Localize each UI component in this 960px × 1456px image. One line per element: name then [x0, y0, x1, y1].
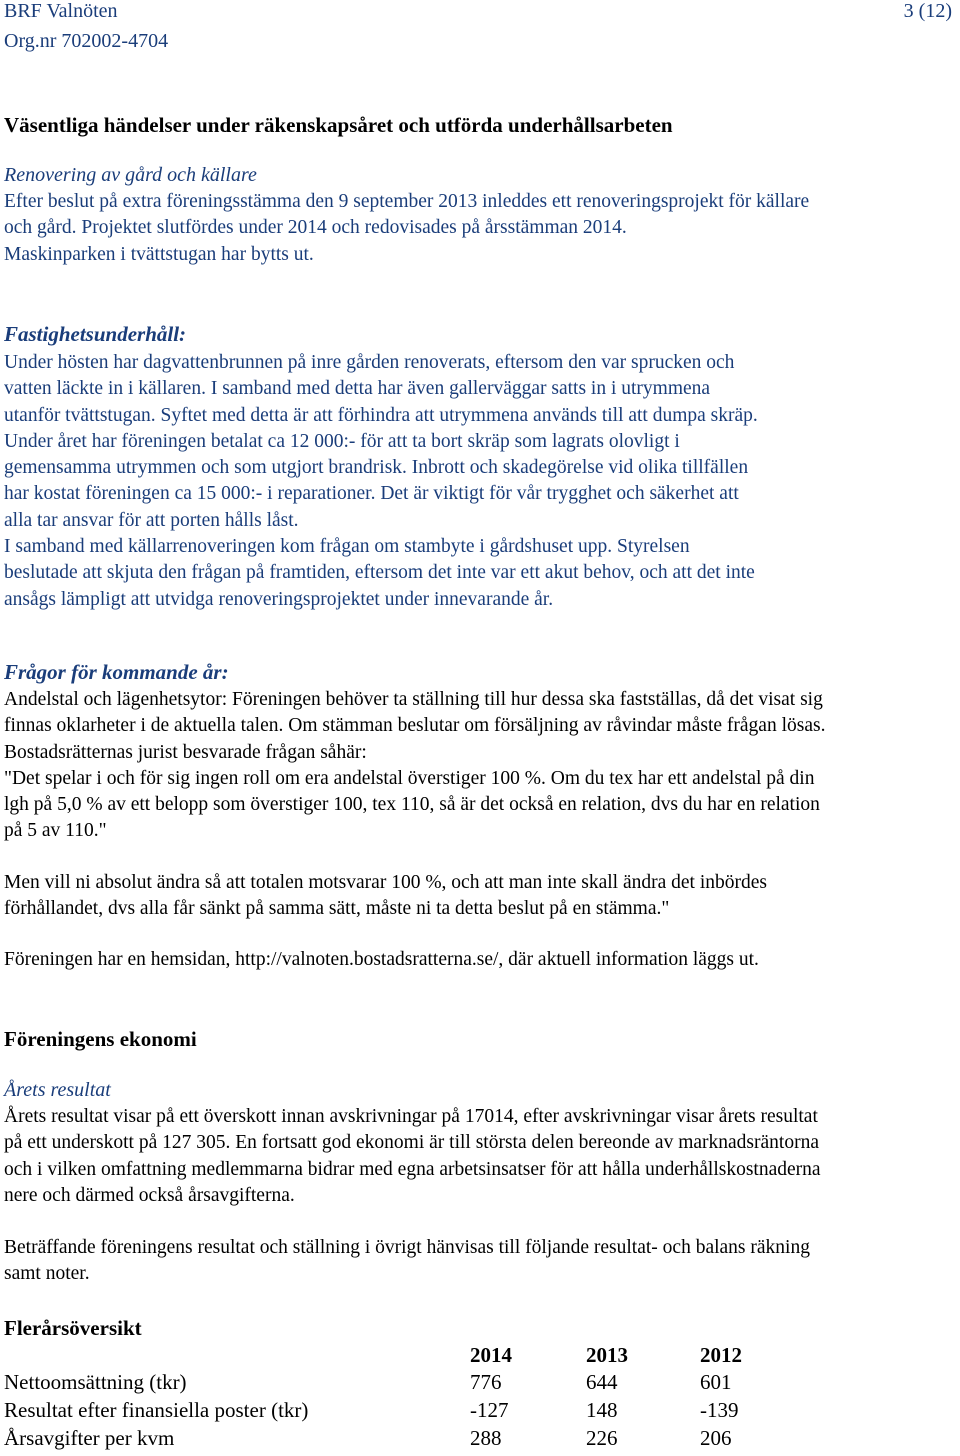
renovation-paragraph	[4, 189, 956, 268]
organization-name: BRF Valnöten	[4, 0, 118, 22]
paragraph-line: vatten läckte in i källaren. I samband med detta har även gallerväggar satts in i utrymmena	[4, 378, 711, 400]
paragraph-line: och gård. Projektet slutfördes under 2014 och redovisades på årsstämman 2014.	[4, 217, 627, 239]
paragraph-line: Bostadsrätternas jurist besvarade frågan såhär:	[4, 741, 367, 763]
table-cell: 288	[470, 1426, 502, 1450]
subsection-title-annual-result: Årets resultat	[4, 1079, 111, 1101]
paragraph-line: gemensamma utrymmen och som utgjort brandrisk. Inbrott och skadegörelse vid olika tillfällen	[4, 457, 749, 479]
subsection-title-renovation: Renovering av gård och källare	[4, 164, 257, 186]
table-row	[4, 1398, 954, 1426]
section-title-events: Väsentliga händelser under räkenskapsåret och utförda underhållsarbeten	[4, 113, 673, 137]
section-title-maintenance: Fastighetsunderhåll:	[4, 322, 187, 346]
future-questions-paragraph	[4, 687, 956, 845]
paragraph-line: Under året har föreningen betalat ca 12 000:- för att ta bort skräp som lagrats olovligt i	[4, 430, 680, 452]
paragraph-line: Beträffande föreningens resultat och ställning i övrigt hänvisas till följande resultat- och balans räkning	[4, 1237, 810, 1258]
paragraph-line: Andelstal och lägenhetsytor: Föreningen behöver ta ställning till hur dessa ska fastställas, då det visat sig	[4, 689, 823, 710]
future-questions-paragraph-2	[4, 870, 956, 923]
paragraph-line: "Det spelar i och för sig ingen roll om era andelstal överstiger 100 %. Om du tex har ett andelstal på din	[4, 767, 815, 789]
table-header-cell: 2013	[586, 1343, 628, 1367]
maintenance-paragraph	[4, 350, 956, 613]
table-header-cell: 2014	[470, 1343, 512, 1367]
paragraph-line: samt noter.	[4, 1263, 90, 1285]
paragraph-line: och i vilken omfattning medlemmarna bidrar med egna arbetsinsatser för att hålla underhållskostnaderna	[4, 1158, 821, 1180]
reference-paragraph	[4, 1235, 956, 1288]
paragraph-line: Maskinparken i tvättstugan har bytts ut.	[4, 243, 314, 265]
paragraph-line: lgh på 5,0 % av ett belopp som överstiger 100, tex 110, så är det också en relation, dvs du har en relation	[4, 794, 820, 816]
paragraph-line: finnas oklarheter i de aktuella talen. Om stämman beslutar om försäljning av råvindar måste frågan lösas.	[4, 715, 826, 737]
table-header-row	[4, 1343, 954, 1371]
table-cell-label: Resultat efter finansiella poster (tkr)	[4, 1398, 309, 1422]
paragraph-line: alla tar ansvar för att porten hålls låst.	[4, 509, 299, 531]
table-header-cell: 2012	[700, 1343, 742, 1367]
table-cell: -127	[470, 1398, 509, 1422]
paragraph-line: nere och därmed också årsavgifterna.	[4, 1184, 295, 1206]
page-number: 3 (12)	[903, 0, 952, 22]
paragraph-line: på 5 av 110."	[4, 820, 107, 842]
table-cell: 226	[586, 1426, 618, 1450]
paragraph-line: har kostat föreningen ca 15 000:- i reparationer. Det är viktigt för vår trygghet och säkerhet att	[4, 483, 739, 505]
table-cell: 644	[586, 1370, 618, 1394]
table-cell: 601	[700, 1370, 732, 1394]
table-cell: 776	[470, 1370, 502, 1394]
paragraph-line: beslutade att skjuta den frågan på framtiden, eftersom det inte var ett akut behov, och att det inte	[4, 562, 755, 584]
paragraph-line: Under hösten har dagvattenbrunnen på inre gården renoverats, eftersom den var sprucken och	[4, 352, 735, 373]
paragraph-line: Men vill ni absolut ändra så att totalen motsvarar 100 %, och att man inte skall ändra det inbördes	[4, 872, 768, 893]
section-title-economy: Föreningens ekonomi	[4, 1027, 197, 1051]
paragraph-line: I samband med källarrenoveringen kom frågan om stambyte i gårdshuset upp. Styrelsen	[4, 536, 690, 558]
paragraph-line: Föreningen har en hemsidan, http://valnoten.bostadsratterna.se/, där aktuell information läggs ut.	[4, 949, 759, 970]
paragraph-line: förhållandet, dvs alla får sänkt på samma sätt, måste ni ta detta beslut på en stämma."	[4, 898, 670, 920]
paragraph-line: Årets resultat visar på ett överskott innan avskrivningar på 17014, efter avskrivningar visar årets resultat	[4, 1106, 818, 1127]
table-cell: 148	[586, 1398, 618, 1422]
table-row	[4, 1370, 954, 1398]
section-title-multi-year-overview: Flerårsöversikt	[4, 1316, 142, 1340]
website-paragraph	[4, 947, 956, 973]
paragraph-line: utanför tvättstugan. Syftet med detta är att förhindra att utrymmena används till att dumpa skräp.	[4, 404, 758, 426]
organization-number: Org.nr 702002-4704	[4, 30, 169, 52]
table-cell: -139	[700, 1398, 739, 1422]
section-title-future-questions: Frågor för kommande år:	[4, 660, 229, 684]
table-cell-label: Årsavgifter per kvm	[4, 1426, 175, 1450]
annual-result-paragraph	[4, 1104, 956, 1209]
table-cell-label: Nettoomsättning (tkr)	[4, 1370, 187, 1394]
paragraph-line: ansågs lämpligt att utvidga renoveringsprojektet under innevarande år.	[4, 588, 554, 610]
paragraph-line: på ett underskott på 127 305. En fortsatt god ekonomi är till största delen bereonde av marknadsräntorna	[4, 1132, 819, 1154]
table-row	[4, 1426, 954, 1454]
table-cell: 206	[700, 1426, 732, 1450]
paragraph-line: Efter beslut på extra föreningsstämma den 9 september 2013 inleddes ett renoveringsprojekt för källare	[4, 191, 810, 212]
